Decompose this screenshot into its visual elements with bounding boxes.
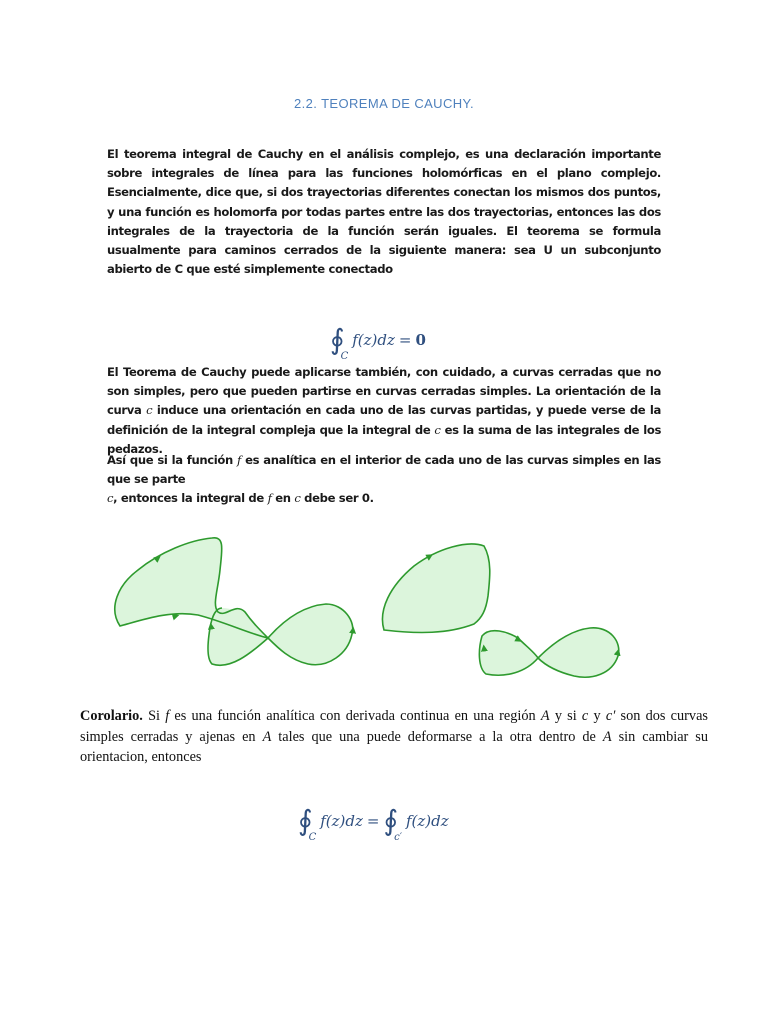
math-var-c: c bbox=[146, 403, 153, 418]
contour-integral-sign: ∮ bbox=[383, 804, 399, 837]
math-var-A: A bbox=[602, 728, 612, 745]
integral-subscript: c′ bbox=[394, 832, 402, 843]
formula-cauchy-theorem bbox=[330, 319, 426, 362]
integrand: f(z)dz bbox=[320, 812, 363, 830]
simple-curve-lower-left bbox=[479, 631, 538, 676]
equals-sign: = bbox=[366, 812, 380, 830]
integrand: f(z)dz bbox=[352, 331, 395, 349]
math-var-c: c bbox=[294, 491, 301, 506]
contour-integral-sign: ∮ bbox=[298, 804, 313, 837]
integrand: f(z)dz bbox=[405, 812, 449, 830]
paragraph-non-simple-curves: El Teorema de Cauchy puede aplicarse también, con cuidado, a curvas cerradas que no son simples, pero que pueden partirse en curvas cerradas simples. La orientación de la curva c induce una orientación en cada uno de las curvas partidas, y puede verse de la definición de la integral compleja que la integral de c es la suma de las integrales de los pedazos. bbox=[107, 365, 662, 456]
split-simple-curves bbox=[382, 544, 618, 677]
integral-subscript: C bbox=[340, 351, 349, 362]
lower-left-lobe-region bbox=[208, 608, 268, 665]
math-var-c: c bbox=[107, 491, 114, 506]
math-var-c-prime: c′ bbox=[605, 708, 616, 724]
math-var-c: c bbox=[581, 708, 589, 724]
paragraph-cauchy-intro: El teorema integral de Cauchy en el análisis complejo, es una declaración importante sobre integrales de línea para las funciones holomórficas en el plano complejo. Esencialmente, dice que, si dos trayectorias diferentes conectan los mismos dos puntos, y una función es holomorfa por todas partes entre las dos trayectorias, entonces las dos integrales de la trayectoria de la función serán iguales. El teorema se formula usualmente para caminos cerrados de la siguiente manera: sea U un subconjunto abierto de C que esté simplemente conectado bbox=[107, 147, 661, 277]
math-var-f: f bbox=[165, 708, 170, 724]
corollary-paragraph: Corolario. Si f es una función analítica con derivada continua en una región A y si c y c′ son dos curvas simples cerradas y ajenas en A tales que una puede deformarse a la otra dentro de A sin cambiar su orientacion, entonces bbox=[80, 708, 708, 765]
simple-curve-right bbox=[538, 628, 619, 677]
orientation-arrow bbox=[166, 616, 176, 619]
integral-subscript: C bbox=[308, 832, 317, 843]
curve-decomposition-figure bbox=[100, 530, 640, 680]
corollary-label: Corolario. bbox=[80, 708, 143, 724]
contour-integral-sign: ∮ bbox=[330, 323, 345, 356]
integral-result: 0 bbox=[415, 331, 426, 349]
math-var-A: A bbox=[262, 728, 272, 745]
non-simple-closed-curve bbox=[115, 538, 353, 665]
math-var-f: f bbox=[237, 453, 241, 467]
equals-sign: = bbox=[398, 331, 412, 349]
formula-corollary bbox=[298, 800, 449, 843]
section-heading: 2.2. TEOREMA DE CAUCHY. bbox=[294, 96, 474, 111]
math-var-c: c bbox=[434, 422, 441, 437]
math-var-f: f bbox=[267, 491, 272, 506]
simple-curve-top bbox=[382, 544, 489, 632]
math-var-A: A bbox=[540, 708, 550, 724]
paragraph-analytic-conclusion: Así que si la función f es analítica en el interior de cada uno de las curvas simples en las que se parte c, entonces la integral de f en c debe ser 0. bbox=[107, 453, 661, 506]
